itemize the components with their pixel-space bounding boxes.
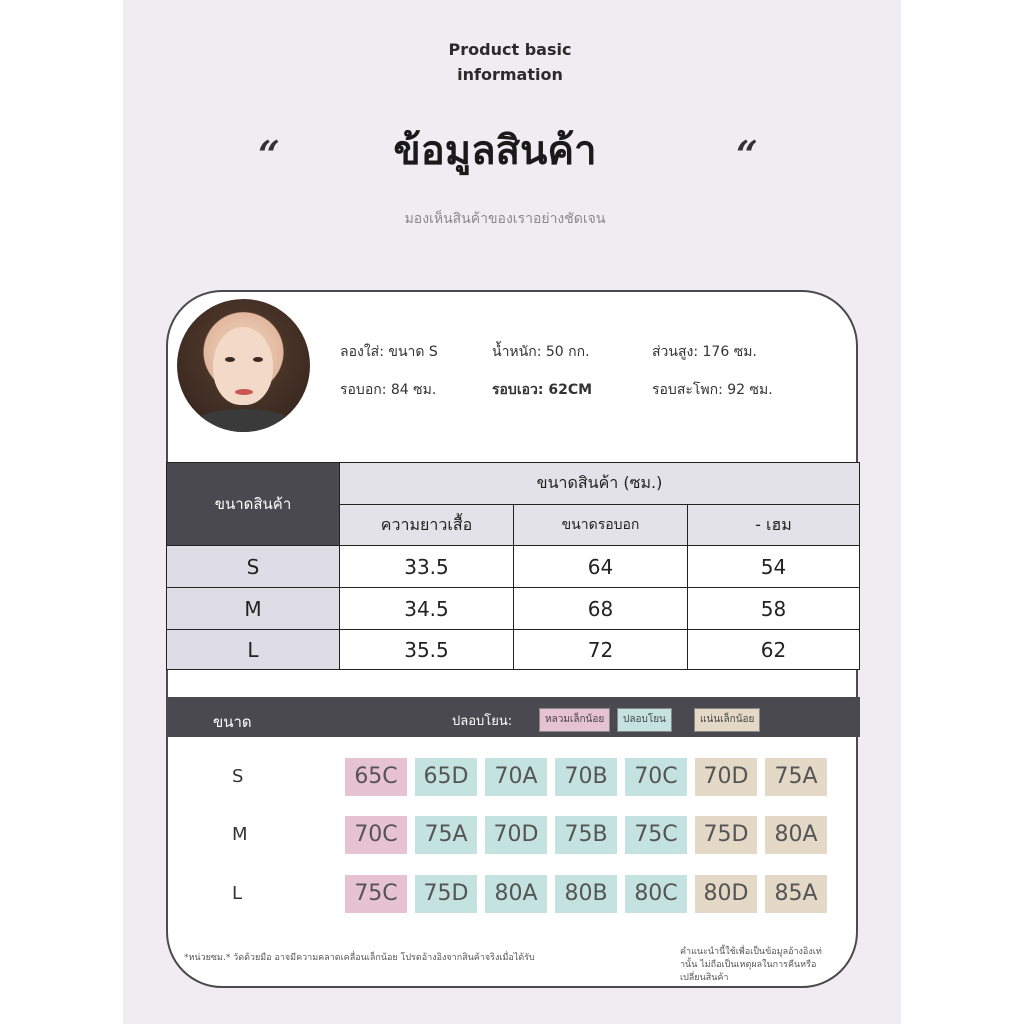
cup-size-cell: 75A [765,758,827,796]
cup-size-cell: 80D [695,875,757,913]
legend-label: ปลอบโยน: [452,714,513,729]
legend-chip-tight: แน่นเล็กน้อย [694,708,760,732]
row-size-label: M [167,588,340,630]
model-weight: น้ำหนัก: 50 กก. [492,344,590,360]
cup-size-cell: 75C [345,875,407,913]
table-cell: 35.5 [340,630,514,670]
note-right-line1: คำแนะนำนี้ใช้เพื่อเป็นข้อมูลอ้างอิงเท่ [680,947,822,957]
column-header: ขนาดรอบอก [514,505,688,546]
table-cell: 33.5 [340,546,514,588]
table-cell: 62 [688,630,860,670]
model-avatar [177,299,310,432]
cup-size-cell: 80B [555,875,617,913]
cup-row-size-label: M [232,824,248,845]
model-waist: รอบเอว: 62CM [492,382,593,398]
column-header: - เฮม [688,505,860,546]
note-left: *หน่วยซม.* วัดด้วยมือ อาจมีความคลาดเคลื่อนเล็กน้อย โปรดอ้างอิงจากสินค้าจริงเมื่อได้รับ [184,953,535,963]
tagline: มองเห็นสินค้าของเราอย่างชัดเจน [404,211,606,227]
cup-row-size-label: L [232,883,243,904]
column-header: ความยาวเสื้อ [340,505,514,546]
subtitle-en-line2: information [457,65,563,84]
avatar-shoulder [187,409,300,432]
table-cell: 68 [514,588,688,630]
table-cell: 64 [514,546,688,588]
avatar-eye-left [225,357,235,362]
table-cell: 34.5 [340,588,514,630]
note-right-line2: านั้น ไม่ถือเป็นเหตุผลในการคืนหรือ [680,960,817,970]
cup-size-cell: 70A [485,758,547,796]
cup-size-cell: 70C [625,758,687,796]
cup-size-cell: 75D [415,875,477,913]
cup-size-cell: 75A [415,816,477,854]
subtitle-en-line1: Product basic [448,40,572,59]
cup-size-cell: 70C [345,816,407,854]
avatar-eye-right [253,357,263,362]
note-right-line3: เปลี่ยนสินค้า [680,973,729,983]
cup-size-cell: 70D [695,758,757,796]
row-size-label: L [167,630,340,670]
cup-size-cell: 75B [555,816,617,854]
quote-right-icon: “ [736,132,758,177]
cup-size-cell: 80A [485,875,547,913]
table-cell: 54 [688,546,860,588]
model-height: ส่วนสูง: 176 ซม. [652,344,757,360]
cup-size-cell: 75D [695,816,757,854]
size-table-corner: ขนาดสินค้า [167,463,340,546]
cup-size-cell: 80C [625,875,687,913]
row-size-label: S [167,546,340,588]
table-row [167,630,860,670]
cup-row-size-label: S [232,766,244,787]
quote-left-icon: “ [258,132,280,177]
table-cell: 72 [514,630,688,670]
table-cell: 58 [688,588,860,630]
legend-chip-comfort: ปลอบโยน [617,708,672,732]
page-title: ข้อมูลสินค้า [393,128,597,174]
avatar-lips [235,389,253,395]
size-table [166,462,860,670]
cup-size-cell: 65C [345,758,407,796]
table-row [167,588,860,630]
cup-size-cell: 70B [555,758,617,796]
legend-chip-loose: หลวมเล็กน้อย [539,708,610,732]
cup-size-cell: 80A [765,816,827,854]
cup-size-cell: 65D [415,758,477,796]
cup-size-cell: 75C [625,816,687,854]
model-bust: รอบอก: 84 ซม. [340,382,437,398]
cup-table-title: ขนาด [213,713,252,731]
table-row [167,546,860,588]
cup-size-cell: 70D [485,816,547,854]
cup-size-cell: 85A [765,875,827,913]
model-try-on: ลองใส่: ขนาด S [340,344,438,360]
size-table-group-header: ขนาดสินค้า (ซม.) [340,463,860,505]
model-hip: รอบสะโพก: 92 ซม. [652,382,773,398]
